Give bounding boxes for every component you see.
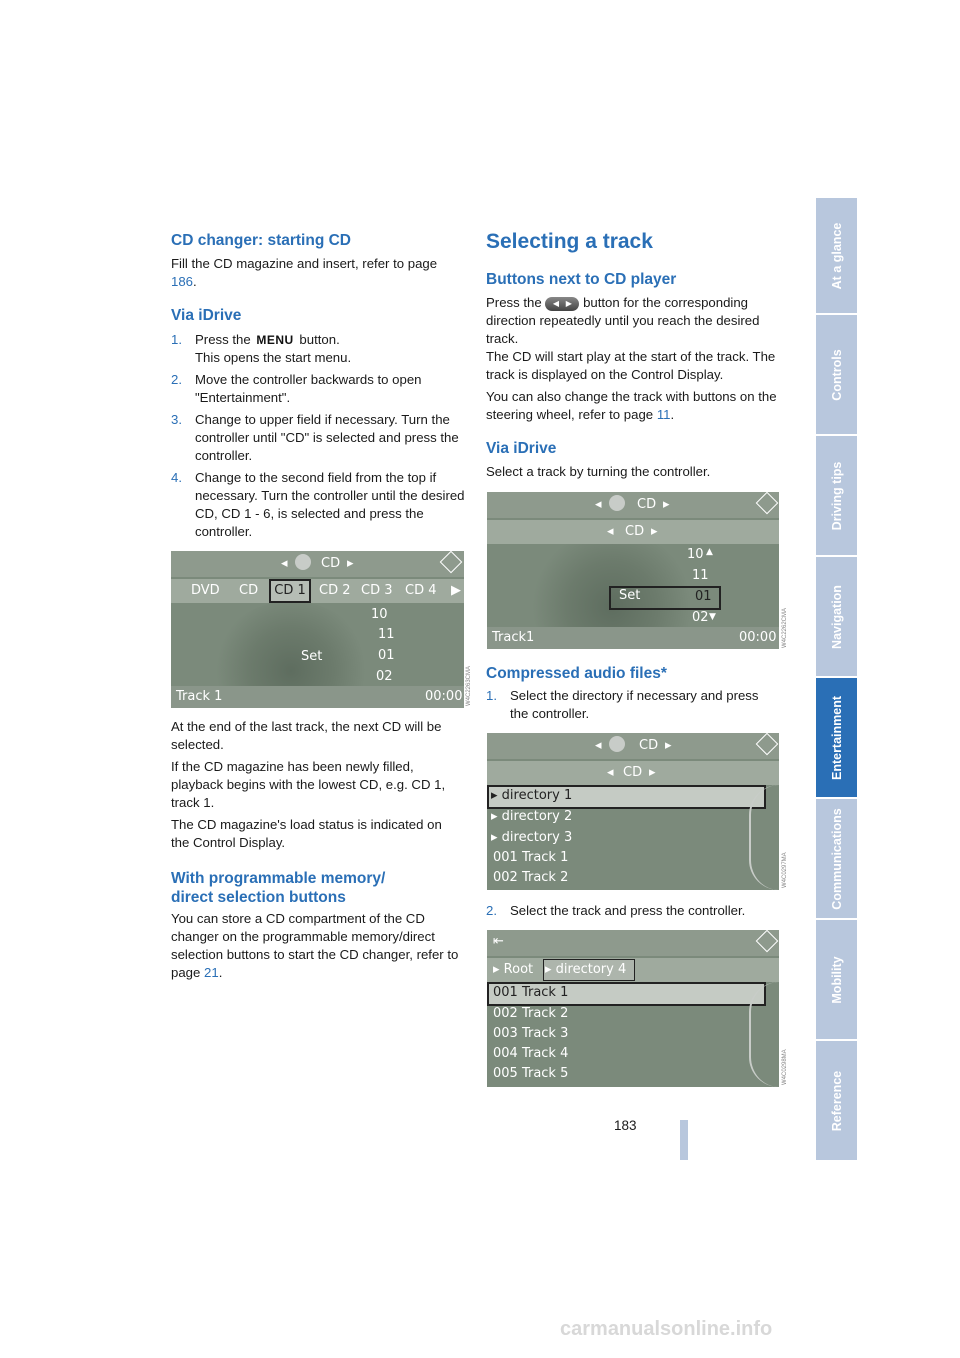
heading-cd-changer: CD changer: starting CD <box>171 232 351 249</box>
sidebar-tab-at-a-glance[interactable]: At a glance <box>816 198 857 315</box>
step-1: Press the MENU button. This opens the start menu. <box>195 332 352 365</box>
step-2: Move the controller backwards to open "Entertainment". <box>195 372 422 405</box>
heading-programmable: With programmable memory/ direct selection buttons <box>171 870 386 906</box>
step-3: Change to upper field if necessary. Turn the controller until "CD" is selected and press the controller. <box>195 412 459 463</box>
para-load-status: The CD magazine's load status is indicated on the Control Display. <box>171 817 442 850</box>
heading-buttons-next: Buttons next to CD player <box>486 271 677 288</box>
heading-via-idrive-right: Via iDrive <box>486 440 557 457</box>
list-item[interactable]: ▸ directory 1 <box>491 788 573 803</box>
list-item[interactable]: 001 Track 1 <box>493 985 569 1000</box>
screen-cd-selection: ◂ CD ▸ DVD CD CD 1 CD 2 CD 3 CD 4 ▶ 10 11 01 02 Set Track 1 00:00 <box>171 551 464 708</box>
watermark: carmanualsonline.info <box>560 1318 773 1340</box>
para-newly-filled: If the CD magazine has been newly filled, playback begins with the lowest CD, e.g. CD 1, track 1. <box>171 759 446 810</box>
page-marker <box>680 1120 688 1160</box>
page-link-21[interactable]: 21 <box>204 965 219 980</box>
step-number: 2. <box>171 372 182 387</box>
tab-cd-3[interactable]: CD 3 <box>361 583 393 598</box>
screen-tracks-list: ⇤ ▸ Root ▸ directory 4 001 Track 1 002 Track 2 003 Track 3 004 Track 4 005 Track 5 <box>487 930 779 1087</box>
step-number: 4. <box>171 470 182 485</box>
compressed-step-2: Select the track and press the controller. <box>510 903 746 918</box>
list-item[interactable]: 003 Track 3 <box>493 1026 569 1041</box>
sidebar-tab-controls[interactable]: Controls <box>816 315 857 436</box>
track-arrows-icon: ◀ ▶ <box>545 297 579 311</box>
tab-next-icon: ▶ <box>451 583 461 598</box>
sidebar-tab-entertainment[interactable]: Entertainment <box>816 678 857 799</box>
tab-dvd[interactable]: DVD <box>191 583 220 598</box>
compressed-step-1: Select the directory if necessary and press the controller. <box>510 688 759 721</box>
tab-cd-2[interactable]: CD 2 <box>319 583 351 598</box>
heading-compressed: Compressed audio files* <box>486 665 667 682</box>
screen-directories: ◂ CD ▸ ◂ CD ▸ ▸ directory 1 ▸ directory 2 ▸ directory 3 001 Track 1 002 Track 2 <box>487 733 779 890</box>
tab-cd-1-selected[interactable]: CD 1 <box>269 579 311 603</box>
list-item[interactable]: 002 Track 2 <box>493 870 569 885</box>
top-field-arrow-icon: ◂ <box>281 556 288 571</box>
root-item[interactable]: Root <box>503 962 534 977</box>
page-number: 183 <box>614 1118 637 1133</box>
list-item[interactable]: 001 Track 1 <box>493 850 569 865</box>
screen-track-select: ◂ CD ▸ ◂ CD ▸ 10 ▲ 11 Set 01 02 ▼ Track1 00:00 <box>487 492 779 649</box>
list-item[interactable]: 002 Track 2 <box>493 1006 569 1021</box>
list-item[interactable]: 005 Track 5 <box>493 1066 569 1081</box>
list-item[interactable]: ▸ directory 2 <box>491 809 573 824</box>
sidebar-tab-communications[interactable]: Communications <box>816 799 857 920</box>
set-label: Set <box>619 588 641 603</box>
para-end-track: At the end of the last track, the next CD will be selected. <box>171 719 442 752</box>
para-select-track: Select a track by turning the controller. <box>486 464 711 479</box>
para-programmable: You can store a CD compartment of the CD changer on the programmable memory/direct selection buttons to start the CD changer, refer to page 21. <box>171 911 459 980</box>
list-item[interactable]: 004 Track 4 <box>493 1046 569 1061</box>
heading-via-idrive-left: Via iDrive <box>171 307 242 324</box>
set-label: Set <box>301 649 323 664</box>
tab-cd-4[interactable]: CD 4 <box>405 583 437 598</box>
step-number: 3. <box>171 412 182 427</box>
tab-cd[interactable]: CD <box>239 583 259 598</box>
heading-selecting-track: Selecting a track <box>486 230 653 253</box>
para-press-button: Press the ◀ ▶ button for the corresponding direction repeatedly until you reach the desired track. The CD will start play at the start of the track. The track is displayed on the Control Display. <box>486 295 776 382</box>
back-icon[interactable]: ⇤ <box>493 934 504 949</box>
sidebar-tab-reference[interactable]: Reference <box>816 1041 857 1162</box>
menu-key-icon: MENU <box>256 333 294 347</box>
sidebar-tab-navigation[interactable]: Navigation <box>816 557 857 678</box>
step-4: Change to the second field from the top if necessary. Turn the controller until the desired CD, CD 1 - 6, is selected and press the controller. <box>195 470 465 539</box>
list-item[interactable]: ▸ directory 3 <box>491 830 573 845</box>
current-directory[interactable]: directory 4 <box>555 962 627 977</box>
page-link-11[interactable]: 11 <box>656 407 671 422</box>
fill-paragraph: Fill the CD magazine and insert, refer to page 186. <box>171 256 438 289</box>
step-number: 1. <box>171 332 182 347</box>
sidebar-tab-mobility[interactable]: Mobility <box>816 920 857 1041</box>
sidebar-tab-driving-tips[interactable]: Driving tips <box>816 436 857 557</box>
page-link-186[interactable]: 186 <box>171 274 194 289</box>
para-steering-wheel: You can also change the track with buttons on the steering wheel, refer to page 11. <box>486 389 777 422</box>
